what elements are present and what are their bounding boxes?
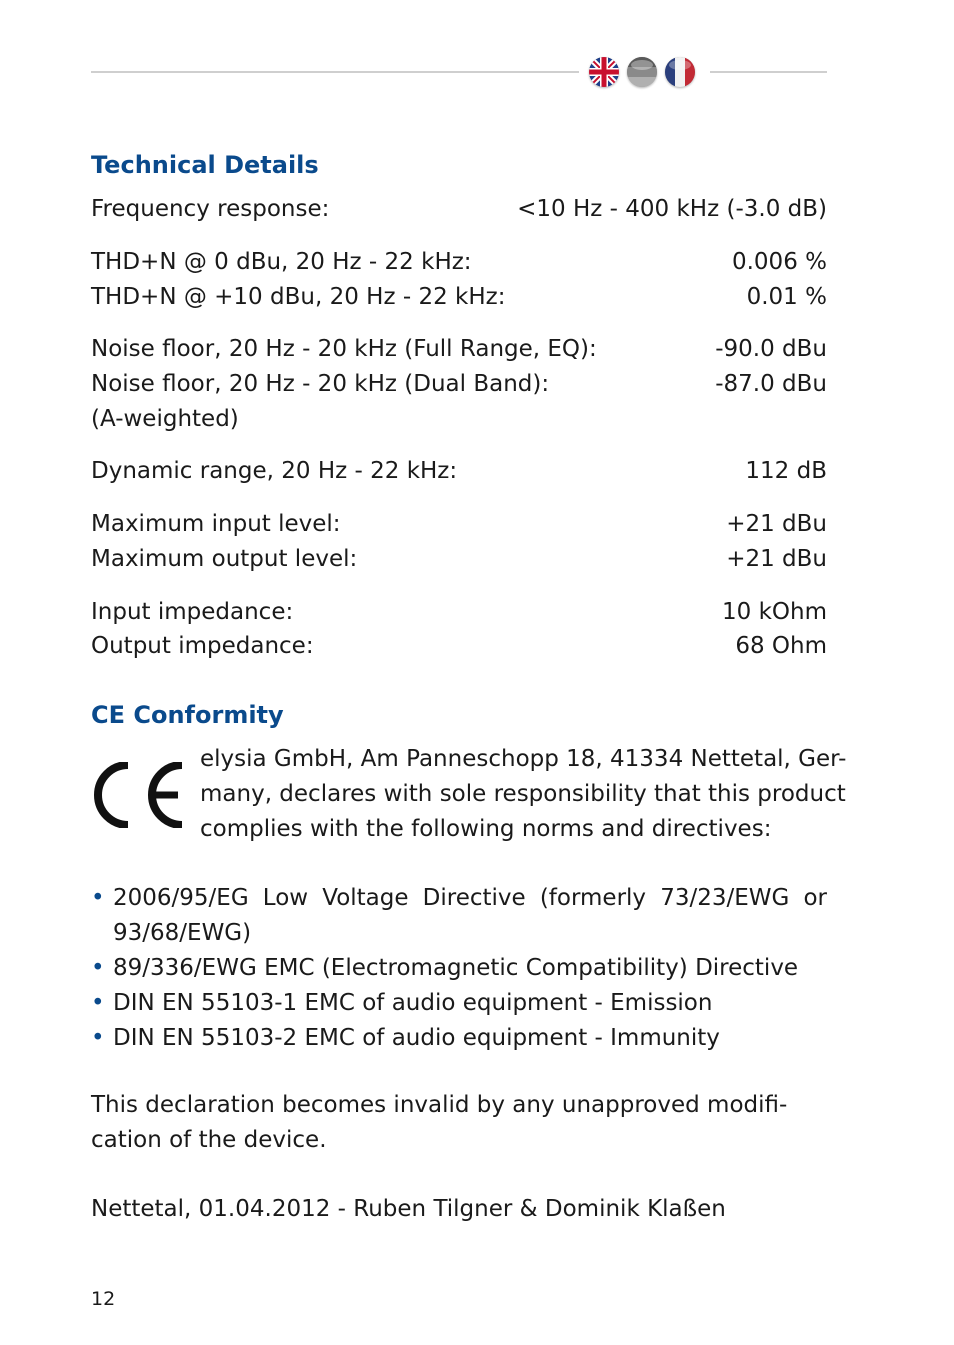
- technical-details-heading: Technical Details: [91, 151, 319, 179]
- spec-label: (A-weighted): [91, 406, 239, 432]
- bullet-icon: •: [91, 885, 105, 911]
- spec-label: THD+N @ 0 dBu, 20 Hz - 22 kHz:: [91, 249, 472, 275]
- norms-list: [91, 881, 827, 1056]
- spec-label: THD+N @ +10 dBu, 20 Hz - 22 kHz:: [91, 284, 506, 310]
- spec-value: 112 dB: [745, 458, 827, 484]
- language-flags: [589, 57, 695, 87]
- ce-conformity-heading: CE Conformity: [91, 701, 284, 729]
- spec-value: +21 dBu: [726, 511, 827, 537]
- header-rule-right: [710, 71, 827, 73]
- spec-row-noise-dual-band: [91, 367, 827, 402]
- uk-flag-icon[interactable]: [589, 57, 619, 87]
- spec-row-frequency-response: [91, 192, 827, 227]
- spec-value: 68 Ohm: [735, 633, 827, 659]
- spec-value: 0.006 %: [731, 249, 827, 275]
- list-item: [91, 881, 827, 951]
- spec-label: Input impedance:: [91, 599, 294, 625]
- spec-row-thd-10dbu: [91, 280, 827, 315]
- norm-line: 93/68/EWG): [113, 920, 252, 946]
- spec-value: 10 kOhm: [722, 599, 827, 625]
- de-flag-icon[interactable]: [627, 57, 657, 87]
- spec-value: -87.0 dBu: [715, 371, 827, 397]
- norm-line: 89/336/EWG EMC (Electromagnetic Compatibility) Directive: [113, 955, 799, 981]
- bullet-icon: •: [91, 1025, 105, 1051]
- spec-row-dynamic-range: [91, 454, 827, 489]
- spec-row-thd-0dbu: [91, 245, 827, 280]
- norm-line: 2006/95/EG Low Voltage Directive (formerly 73/23/EWG or: [113, 885, 827, 911]
- spec-label: Maximum input level:: [91, 511, 341, 537]
- page-number: 12: [91, 1288, 116, 1310]
- spec-label: Maximum output level:: [91, 546, 358, 572]
- signature-line: Nettetal, 01.04.2012 - Ruben Tilgner & Dominik Klaßen: [91, 1196, 726, 1222]
- bullet-icon: •: [91, 955, 105, 981]
- spec-value: 0.01 %: [746, 284, 827, 310]
- spec-row-noise-full-range: [91, 332, 827, 367]
- spec-row-max-input: [91, 507, 827, 542]
- list-item: [91, 1021, 827, 1056]
- ce-declaration: [200, 742, 847, 847]
- spec-value: <10 Hz - 400 kHz (-3.0 dB): [517, 196, 827, 222]
- spec-row-input-impedance: [91, 595, 827, 630]
- norm-line: DIN EN 55103-2 EMC of audio equipment - Immunity: [113, 1025, 720, 1051]
- bullet-icon: •: [91, 990, 105, 1016]
- notice-line: cation of the device.: [91, 1127, 327, 1153]
- declaration-line: many, declares with sole responsibility that this product: [200, 781, 846, 807]
- spec-row-a-weighted: [91, 402, 827, 437]
- spec-row-output-impedance: [91, 629, 827, 664]
- spec-label: Dynamic range, 20 Hz - 22 kHz:: [91, 458, 458, 484]
- list-item: [91, 986, 827, 1021]
- ce-mark-icon: [90, 762, 184, 828]
- norm-line: DIN EN 55103-1 EMC of audio equipment - Emission: [113, 990, 713, 1016]
- spec-label: Frequency response:: [91, 196, 330, 222]
- spec-label: Noise floor, 20 Hz - 20 kHz (Dual Band):: [91, 371, 550, 397]
- declaration-line: elysia GmbH, Am Panneschopp 18, 41334 Nettetal, Ger-: [200, 746, 847, 772]
- notice-line: This declaration becomes invalid by any unapproved modifi-: [91, 1092, 788, 1118]
- spec-value: +21 dBu: [726, 546, 827, 572]
- header-rule-left: [91, 71, 579, 73]
- declaration-line: complies with the following norms and directives:: [200, 816, 772, 842]
- spec-label: Output impedance:: [91, 633, 314, 659]
- spec-value: -90.0 dBu: [715, 336, 827, 362]
- list-item: [91, 951, 827, 986]
- invalid-notice: [91, 1088, 827, 1158]
- fr-flag-icon[interactable]: [665, 57, 695, 87]
- spec-label: Noise floor, 20 Hz - 20 kHz (Full Range, EQ):: [91, 336, 597, 362]
- spec-row-max-output: [91, 542, 827, 577]
